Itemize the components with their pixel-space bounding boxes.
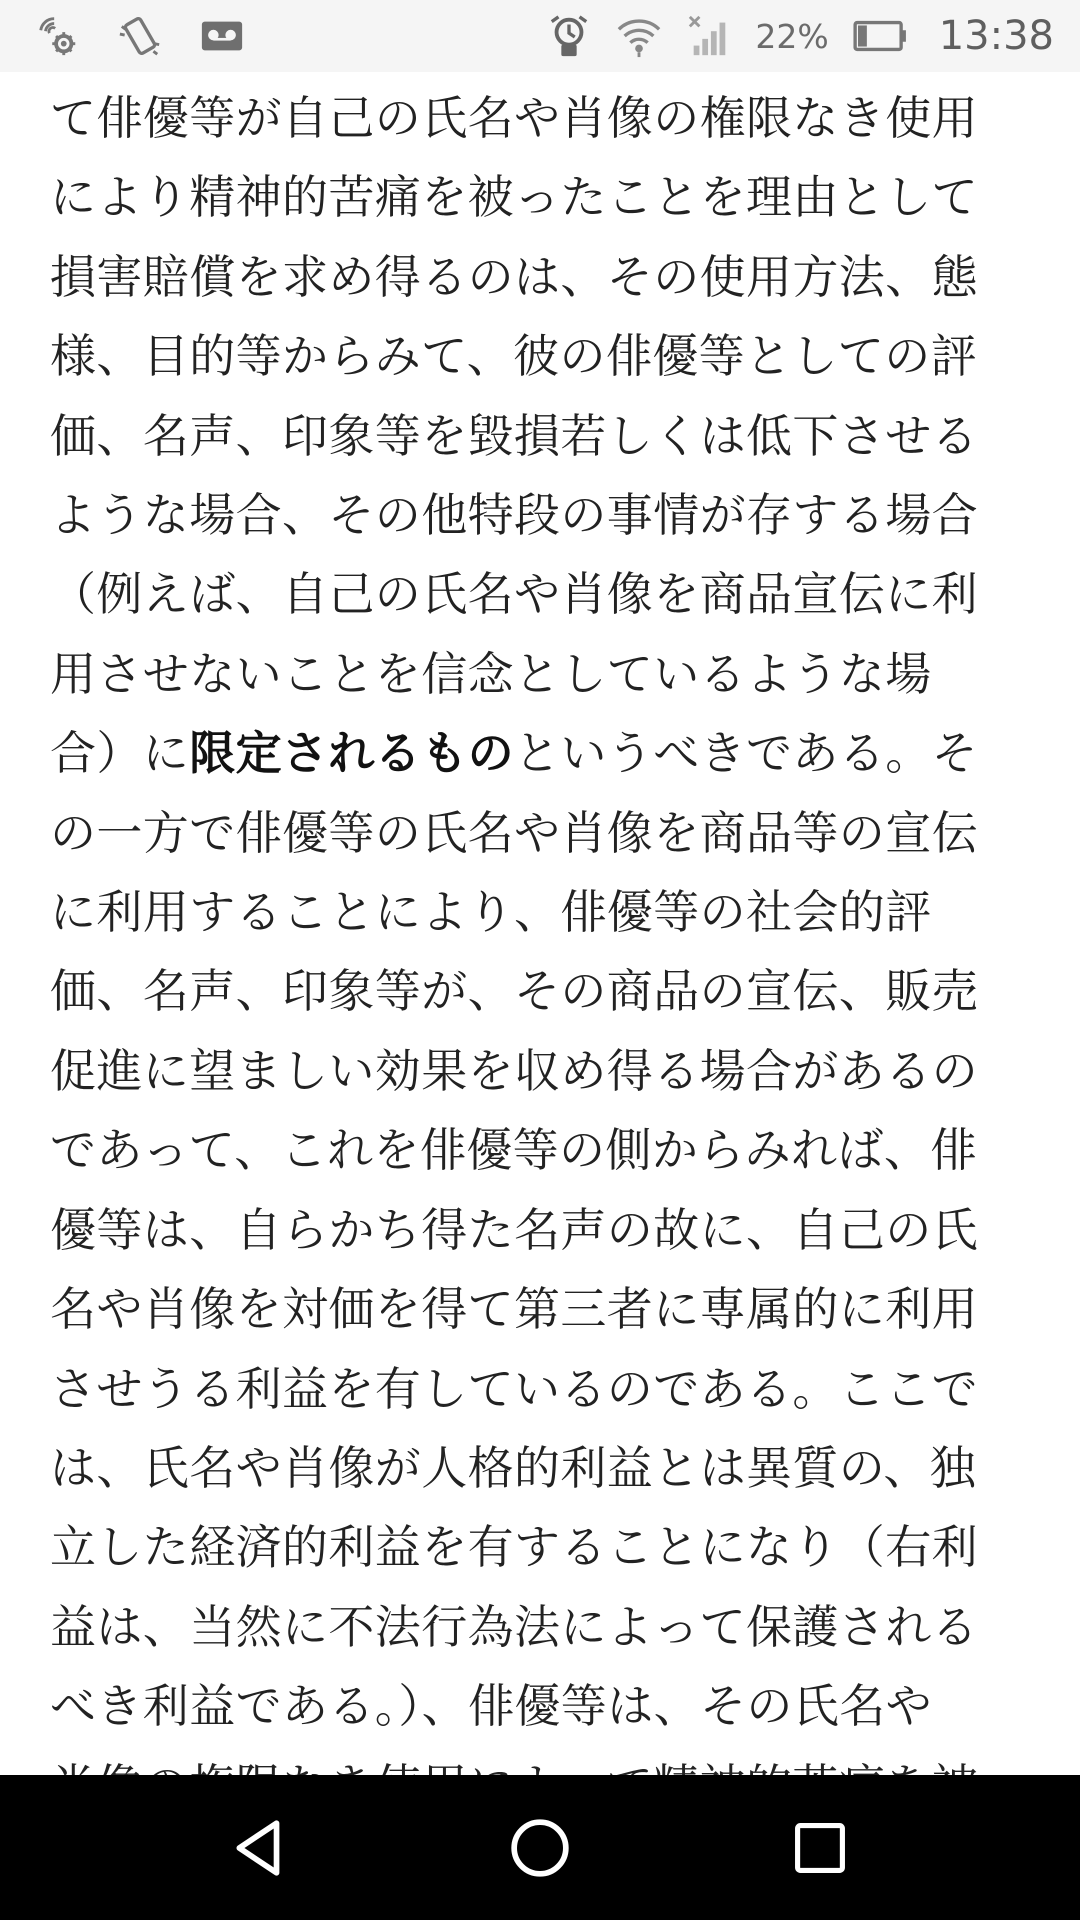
article-line: 益は、当然に不法行為法によって保護される	[50, 1599, 978, 1654]
article-line: は、氏名や肖像が人格的利益とは異質の、独	[50, 1440, 977, 1495]
article-line-text: というべきである。そ	[514, 726, 979, 781]
recents-button[interactable]	[765, 1793, 875, 1903]
home-icon	[509, 1817, 571, 1879]
battery-percent: 22%	[755, 16, 829, 56]
navigation-bar	[0, 1775, 1080, 1920]
article-line: 名や肖像を対価を得て第三者に専属的に利用	[50, 1282, 978, 1337]
article-line-text: 合）に	[50, 726, 190, 781]
article-line: ような場合、その他特段の事情が存する場合	[50, 488, 978, 543]
article-line: 様、目的等からみて、彼の俳優等としての評	[50, 329, 978, 384]
article-line: て俳優等が自己の氏名や肖像の権限なき使用	[50, 91, 978, 145]
alarm-icon	[545, 12, 593, 60]
article-line: により精神的苦痛を被ったことを理由として	[50, 170, 978, 225]
article-line: させうる利益を有しているのである。ここで	[50, 1361, 978, 1416]
article-line: に利用することにより、俳優等の社会的評	[50, 885, 932, 940]
article-line: の一方で俳優等の氏名や肖像を商品等の宣伝	[50, 805, 978, 860]
voicemail-icon	[198, 12, 246, 60]
article-line	[50, 714, 1016, 793]
status-bar	[0, 0, 1080, 72]
no-signal-icon	[685, 12, 733, 60]
clock: 13:38	[938, 13, 1054, 59]
article-scroll-area[interactable]	[0, 72, 1080, 1775]
article-line: 損害賠償を求め得るのは、その使用方法、態	[50, 249, 978, 304]
article-line: 価、名声、印象等が、その商品の宣伝、販売	[50, 964, 978, 1019]
wifi-icon	[615, 12, 663, 60]
article-line: 促進に望ましい効果を収め得る場合があるの	[50, 1043, 978, 1098]
back-icon	[229, 1817, 291, 1879]
article-line: であって、これを俳優等の側からみれば、俳	[50, 1123, 977, 1178]
article-line: 用させないことを信念としているような場	[50, 646, 932, 701]
emphasized-phrase: 限定されるもの	[189, 726, 515, 781]
back-button[interactable]	[205, 1793, 315, 1903]
article-line: （例えば、自己の氏名や肖像を商品宣伝に利	[50, 567, 978, 622]
home-button[interactable]	[485, 1793, 595, 1903]
vibrate-icon	[116, 12, 164, 60]
article-body	[50, 79, 1016, 1826]
status-bar-right	[545, 12, 1054, 60]
article-line: 価、名声、印象等を毀損若しくは低下させる	[50, 408, 978, 463]
article-line: 優等は、自らかち得た名声の故に、自己の氏	[50, 1202, 978, 1257]
recents-icon	[792, 1820, 848, 1876]
status-bar-left	[34, 12, 246, 60]
article-line: 立した経済的利益を有することになり（右利	[50, 1520, 978, 1575]
battery-icon	[851, 12, 911, 60]
article-line: べき利益である。）、俳優等は、その氏名や	[50, 1679, 932, 1734]
no-sim-settings-icon	[34, 12, 82, 60]
